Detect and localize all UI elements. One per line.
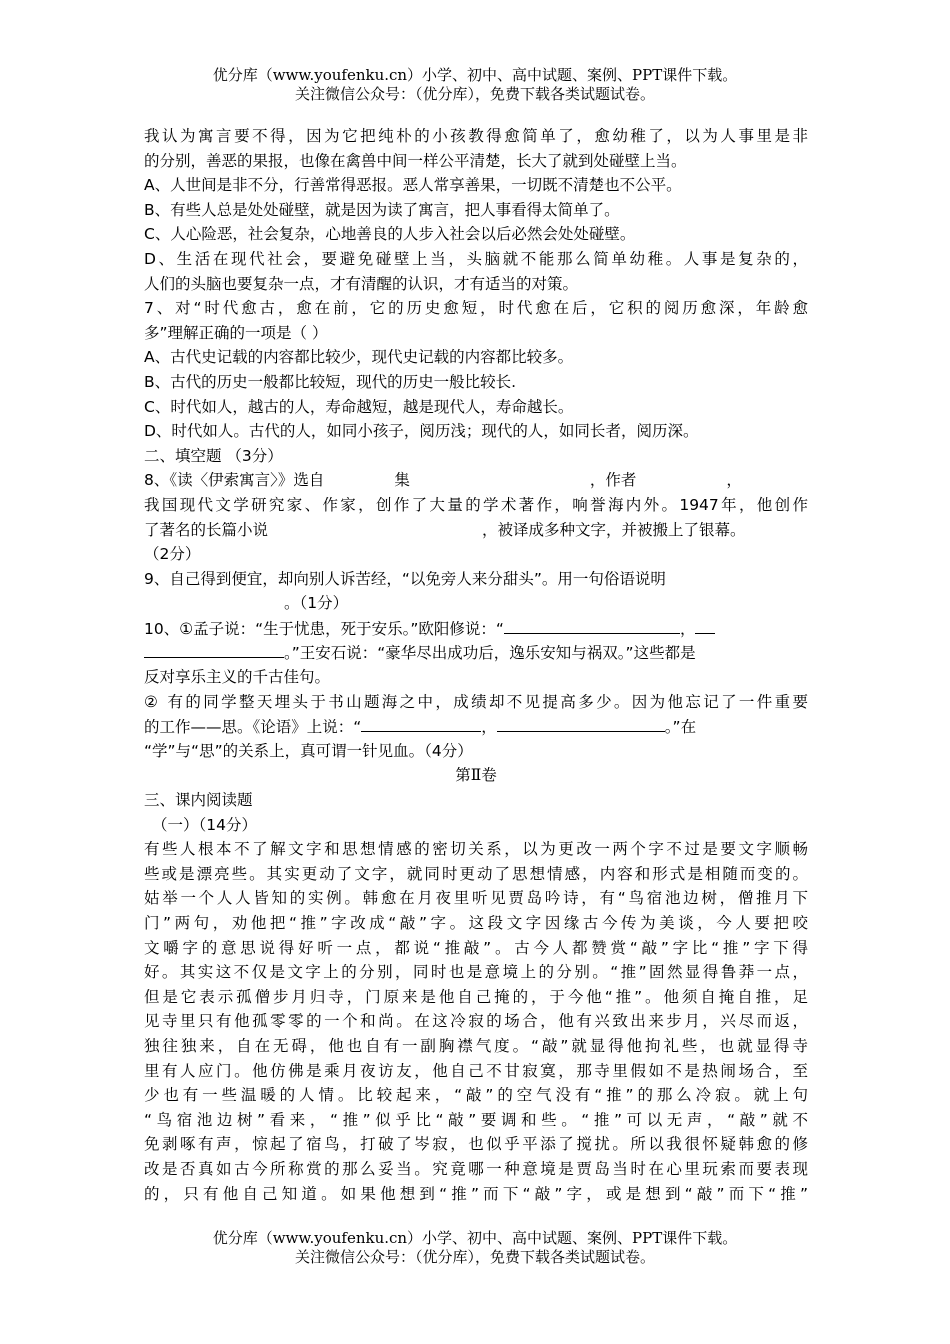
q9-line-1: 9、自己得到便宜，却向别人诉苦经，“以免旁人来分甜头”。用一句俗语说明 [144,569,666,588]
q8-line-2: 我国现代文学研究家、作家，创作了大量的学术著作，响誉海内外。1947年，他创作 [144,495,808,514]
page-footer [0,1229,950,1267]
q7-option-a: A、古代史记载的内容都比较少，现代史记载的内容都比较多。 [144,348,574,367]
q7-option-b: B、古代的历史一般都比较短，现代的历史一般比较长. [144,372,517,391]
passage-line: 独往独来，自在无碍，他也自有一副胸襟气度。“敲”就显得他拘礼些，也就显得寺 [144,1036,808,1055]
q8-line-3-a: 了著名的长篇小说 [144,520,269,539]
passage-line: 改是否真如古今所称赏的那么妥当。究竟哪一种意境是贾岛当时在心里玩索而要表现 [144,1159,808,1178]
q10-line-5 [144,714,808,739]
q10-text-1a: 10、①孟子说：“生于忧患，死于安乐。”欧阳修说：“ [144,619,504,638]
q10-text-5a: 的工作——思。《论语》上说：“ [144,718,362,737]
q6-option-b: B、有些人总是处处碰壁，就是因为读了寓言，把人事看得太简单了。 [144,200,620,219]
q7-stem-line-1: 7、对“时代愈古，愈在前，它的历史愈短，时代愈在后，它积的阅历愈深，年龄愈 [144,299,808,318]
q10-blank-3[interactable] [361,714,481,732]
q9-line-2 [144,591,808,616]
q8-text-c: ，作者 [589,471,637,490]
q7-option-d: D、时代如人。古代的人，如同小孩子，阅历浅；现代的人，如同长者，阅历深。 [144,422,699,441]
q10-blank-2b[interactable] [144,640,284,658]
passage-line: 有些人根本不了解文字和思想情感的密切关系，以为更改一两个字不过是要文字顺畅 [144,840,808,859]
q8-text-a: 8、《读〈伊索寓言〉》选自 [144,471,325,490]
q7-stem-line-2: 多”理解正确的一项是（ ） [144,323,328,342]
q10-text-5c: 。”在 [664,718,697,737]
section-2-title: 二、填空题 （3分） [144,446,283,465]
q10-blank-2a[interactable] [695,616,715,634]
q10-line-4: ② 有的同学整天埋头于书山题海之中，成绩却不见提高多少。因为他忘记了一件重要 [144,692,808,711]
q10-line-2 [144,640,808,665]
page-header [0,66,950,104]
q10-text-2b: 。”王安石说：“豪华尽出成功后，逸乐安知与祸双。”这些都是 [284,644,696,663]
q10-line-6: “学”与“思”的关系上，真可谓一针见血。（4分） [144,741,473,760]
volume-2-heading: 第Ⅱ卷 [455,766,497,785]
passage-line: “鸟宿池边树”看来，“推”似乎比“敲”要调和些。“推”可以无声，“敲”就不 [144,1110,808,1129]
q8-line-1 [144,468,808,493]
passage-line: 的，只有他自己知道。如果他想到“推”而下“敲”字，或是想到“敲”而下“推” [144,1184,808,1203]
q6-option-c: C、人心险恶，社会复杂，心地善良的人步入社会以后必然会处处碰壁。 [144,225,636,244]
q10-text-1b: ， [679,619,696,638]
passage-line: 但是它表示孤僧步月归寺，门原来是他自己掩的，于今他“推”。他须自掩自推，足 [144,987,808,1006]
passage-line: 少也有一些温暖的人情。比较起来，“敲”的空气没有“推”的那么冷寂。就上句 [144,1086,808,1105]
q6-option-a: A、人世间是非不分，行善常得恶报。恶人常享善果，一切既不清楚也不公平。 [144,176,682,195]
passage-line: 免剥啄有声，惊起了宿鸟，打破了岑寂，也似乎平添了搅扰。所以我很怀疑韩愈的修 [144,1135,808,1154]
q8-score: （2分） [144,545,201,564]
footer-line-2: 关注微信公众号：（优分库），免费下载各类试题试卷。 [294,1248,655,1266]
q8-text-b: 集 [394,471,410,490]
q8-line-3-b: ，被译成多种文字，并被搬上了银幕。 [482,520,746,539]
q8-text-d: ， [726,471,742,490]
q10-blank-4[interactable] [497,714,665,732]
q10-blank-1[interactable] [504,616,680,634]
passage-line: 些或是漂亮些。其实更动了文字，就同时更动了思想情感，内容和形式是相随而变的。 [144,864,808,883]
q8-line-3 [144,518,808,543]
passage-line: 门”两句，劝他把“推”字改成“敲”字。这段文字因缘古今传为美谈，今人要把咬 [144,914,808,932]
document-body [144,124,808,1206]
q6-option-d-line-2: 人们的头脑也要复杂一点，才有清醒的认识，才有适当的对策。 [144,274,579,293]
passage-line: 里有人应门。他仿佛是乘月夜访友，他自己不甘寂寞，那寺里假如不是热闹场合，至 [144,1061,808,1080]
q7-option-c: C、时代如人，越古的人，寿命越短，越是现代人，寿命越长。 [144,397,574,416]
section-3-title: 三、课内阅读题 [144,791,253,810]
passage-line: 文嚼字的意思说得好听一点，都说“推敲”。古今人都赞赏“敲”字比“推”字下得 [144,938,808,957]
q9-score: 。（1分） [284,594,349,613]
q6-stem-line-1: 我认为寓言要不得，因为它把纯朴的小孩教得愈简单了，愈幼稚了，以为人事里是非 [144,127,808,145]
header-line-1: 优分库（www.youfenku.cn）小学、初中、高中试题、案例、PPT课件下载。 [212,66,738,84]
q6-stem-line-2: 的分别，善恶的果报，也像在禽兽中间一样公平清楚，长大了就到处碰壁上当。 [144,151,687,170]
passage-line: 好。其实这不仅是文字上的分别，同时也是意境上的分别。“推”固然显得鲁莽一点， [144,963,808,982]
passage-line: 姑举一个人人皆知的实例。韩愈在月夜里听见贾岛吟诗，有“鸟宿池边树，僧推月下 [144,889,808,908]
section-3-sub-title: （一）（14分） [152,815,257,834]
q6-option-d-line-1: D、生活在现代社会，要避免碰壁上当，头脑就不能那么简单幼稚。人事是复杂的， [144,249,808,268]
passage-line: 见寺里只有他孤零零的一个和尚。在这冷寂的场合，他有兴致出来步月，兴尽而返， [144,1012,808,1031]
q10-line-1 [144,616,808,641]
q10-line-3: 反对享乐主义的千古佳句。 [144,668,331,687]
header-line-2: 关注微信公众号：（优分库），免费下载各类试题试卷。 [294,85,655,103]
footer-line-1: 优分库（www.youfenku.cn）小学、初中、高中试题、案例、PPT课件下载。 [212,1229,738,1247]
q10-text-5b: ， [481,718,497,737]
